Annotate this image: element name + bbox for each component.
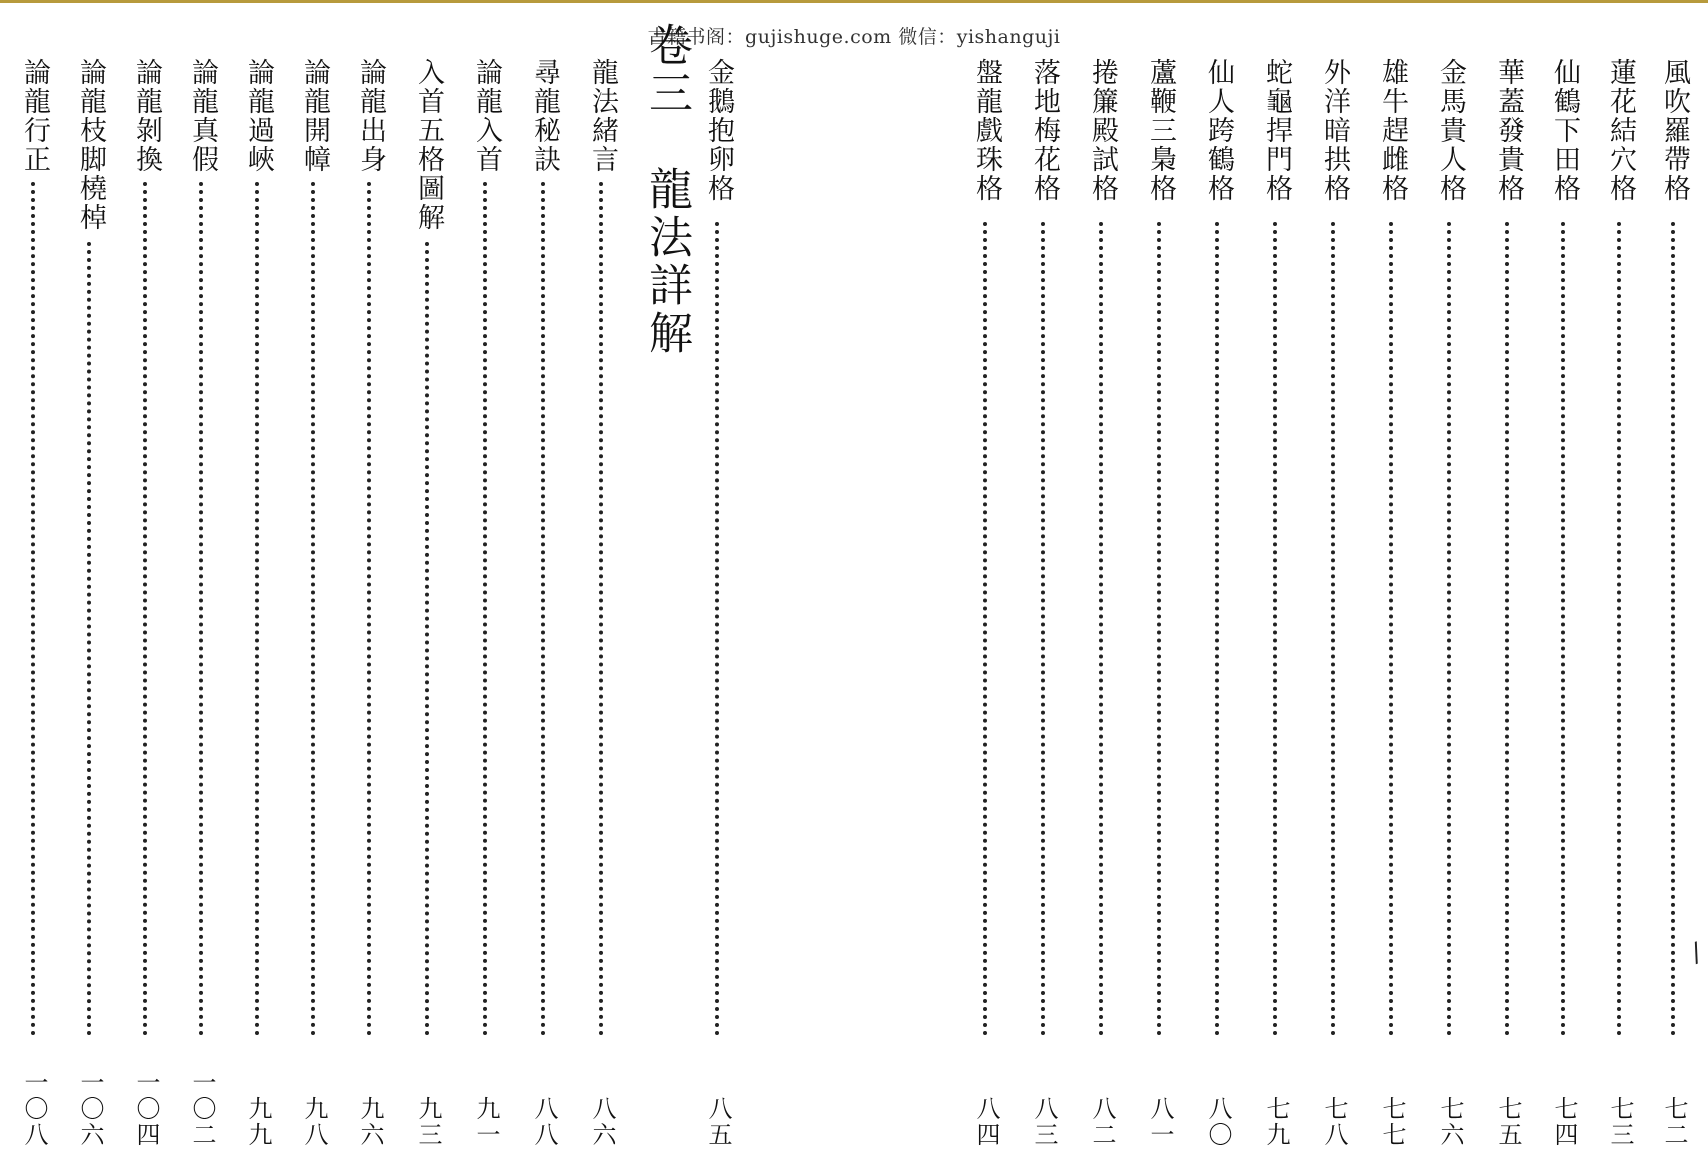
toc-entry-page: 七六 [1436,1096,1464,1148]
toc-entry[interactable] [1542,58,1586,1148]
dot-leader [1617,222,1621,1036]
dot-leader [1157,222,1161,1036]
dot-leader [1099,222,1103,1036]
toc-entry-title: 蘆鞭三梟格 [1145,58,1176,203]
toc-entry-page: 七八 [1320,1096,1348,1148]
toc-entry-page: 八二 [1088,1096,1116,1148]
toc-entry[interactable] [12,58,56,1148]
dot-leader [1273,222,1277,1036]
toc-entry-title: 論龍行正 [19,58,50,174]
toc-entry-page: 八〇 [1204,1096,1232,1148]
dot-leader [255,182,259,1036]
toc-entry-title: 論龍開幛 [299,58,330,174]
dot-leader [483,182,487,1036]
dot-leader [87,242,91,1036]
dot-leader [311,182,315,1036]
top-border [0,0,1708,3]
toc-entry-title: 外洋暗拱格 [1319,58,1350,203]
toc-entry[interactable] [522,58,566,1148]
toc-entry-title: 仙人跨鶴格 [1203,58,1234,203]
toc-entry[interactable] [580,58,624,1148]
toc-entry-title: 尋龍秘訣 [529,58,560,174]
toc-entry-page: 九九 [244,1096,272,1148]
toc-entry[interactable] [464,58,508,1148]
toc-entry-title: 論龍出身 [355,58,386,174]
toc-entry-title: 華蓋發貴格 [1493,58,1524,203]
page-edge-mark: ∕ [1687,937,1706,969]
toc-entry-page: 八一 [1146,1096,1174,1148]
dot-leader [715,222,719,1036]
toc-entry[interactable] [1022,58,1066,1148]
toc-entry[interactable] [964,58,1008,1148]
dot-leader [143,182,147,1036]
toc-entry-title: 論龍剝換 [131,58,162,174]
toc-entry[interactable] [1486,58,1530,1148]
toc-entry[interactable] [236,58,280,1148]
toc-entry-title: 仙鶴下田格 [1549,58,1580,203]
toc-entry-page: 八六 [588,1096,616,1148]
toc-entry-page: 九三 [414,1096,442,1148]
toc-entry-page: 九一 [472,1096,500,1148]
toc-entry[interactable] [1254,58,1298,1148]
dot-leader [1331,222,1335,1036]
dot-leader [1041,222,1045,1036]
toc-entry[interactable] [696,58,740,1148]
toc-entry-title: 捲簾殿試格 [1087,58,1118,203]
toc-entry[interactable] [1370,58,1414,1148]
dot-leader [1215,222,1219,1036]
toc-entry-page: 一〇六 [76,1070,104,1148]
toc-entry-page: 七五 [1494,1096,1522,1148]
toc-entry[interactable] [1652,58,1696,1148]
toc-entry-page: 八五 [704,1096,732,1148]
toc-entry-page: 一〇八 [20,1070,48,1148]
toc-entry[interactable] [348,58,392,1148]
toc-entry[interactable] [1196,58,1240,1148]
dot-leader [1671,222,1675,1036]
toc-entry[interactable] [68,58,112,1148]
dot-leader [1561,222,1565,1036]
toc-entry-title: 入首五格圖解 [413,58,444,232]
toc-entry[interactable] [1138,58,1182,1148]
toc-entry-title: 論龍真假 [187,58,218,174]
dot-leader [1389,222,1393,1036]
toc-entry-title: 蓮花結穴格 [1605,58,1636,203]
toc-entry-page: 一〇四 [132,1070,160,1148]
toc-entry-page: 八四 [972,1096,1000,1148]
toc-entry-title: 蛇龜捍門格 [1261,58,1292,203]
dot-leader [31,182,35,1036]
toc-entry[interactable] [1312,58,1356,1148]
toc-entry-title: 論龍入首 [471,58,502,174]
toc-entry-title: 金鵝抱卵格 [703,58,734,203]
toc-entry-title: 雄牛趕雌格 [1377,58,1408,203]
dot-leader [1505,222,1509,1036]
toc-entry-page: 九六 [356,1096,384,1148]
toc-entry-page: 八三 [1030,1096,1058,1148]
toc-entry[interactable] [180,58,224,1148]
dot-leader [983,222,987,1036]
toc-entry-page: 九八 [300,1096,328,1148]
toc-entry[interactable] [1598,58,1642,1148]
dot-leader [199,182,203,1036]
toc-entry[interactable] [1080,58,1124,1148]
dot-leader [541,182,545,1036]
toc-entry-page: 八八 [530,1096,558,1148]
toc-entry-title: 金馬貴人格 [1435,58,1466,203]
toc-entry-title: 盤龍戲珠格 [971,58,1002,203]
toc-entry-title: 論龍枝脚橈棹 [75,58,106,232]
toc-entry-title: 論龍過峽 [243,58,274,174]
toc-entry-page: 七二 [1660,1096,1688,1148]
toc-entry[interactable] [406,58,450,1148]
toc-entry-page: 七七 [1378,1096,1406,1148]
toc-entry-page: 七四 [1550,1096,1578,1148]
dot-leader [1447,222,1451,1036]
toc-entry-title: 風吹羅帶格 [1659,58,1690,203]
toc-entry[interactable] [124,58,168,1148]
dot-leader [367,182,371,1036]
toc-entry-page: 一〇二 [188,1070,216,1148]
toc-entry-title: 龍法緒言 [587,58,618,174]
toc-entry-page: 七九 [1262,1096,1290,1148]
section-heading: 卷三 龍法詳解 [641,22,692,358]
toc-entry-title: 落地梅花格 [1029,58,1060,203]
toc-entry-page: 七三 [1606,1096,1634,1148]
watermark-text: 古籍书阁：gujishuge.com 微信：yishanguji [647,26,1061,48]
toc-entry[interactable] [292,58,336,1148]
dot-leader [425,242,429,1036]
toc-entry[interactable] [1428,58,1472,1148]
dot-leader [599,182,603,1036]
